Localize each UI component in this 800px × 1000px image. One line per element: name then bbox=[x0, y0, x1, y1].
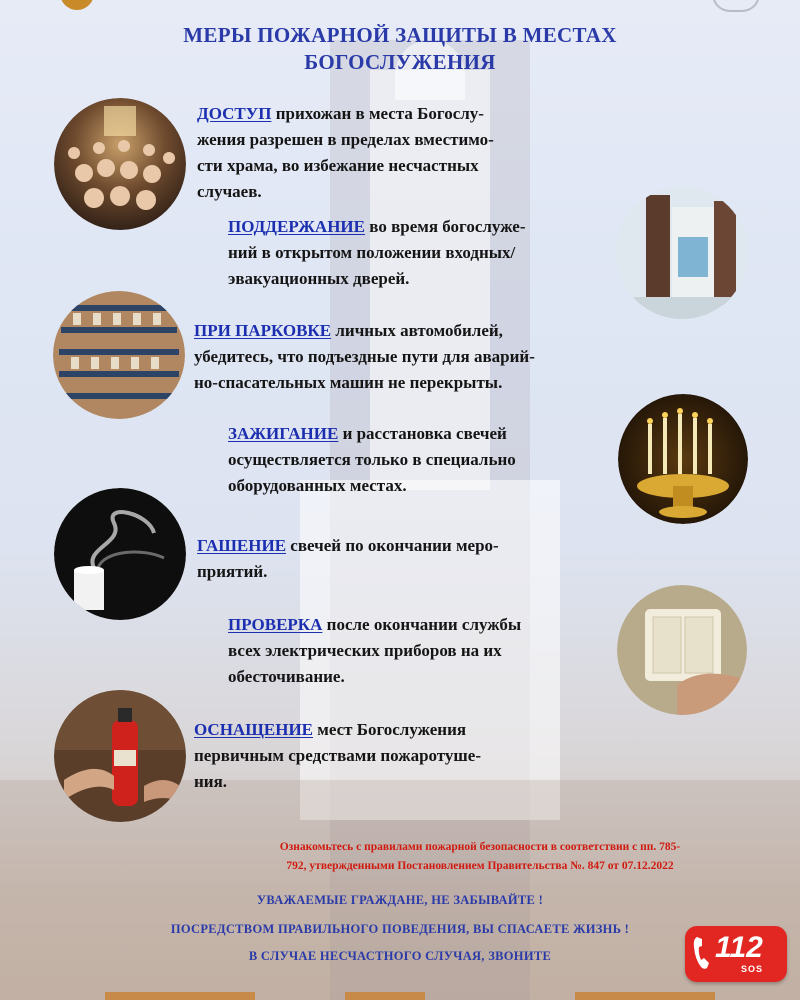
item-text: всех электрических приборов на их bbox=[228, 641, 502, 660]
bottom-strip bbox=[105, 992, 255, 1000]
keyword-equipment: ОСНАЩЕНИЕ bbox=[194, 720, 313, 739]
light-switch-photo bbox=[617, 585, 747, 715]
item-text: эвакуационных дверей. bbox=[228, 269, 410, 288]
item-text: приятий. bbox=[197, 562, 268, 581]
item-maintain bbox=[228, 214, 526, 292]
keyword-lighting: ЗАЖИГАНИЕ bbox=[228, 424, 339, 443]
keyword-parking: ПРИ ПАРКОВКЕ bbox=[194, 321, 332, 340]
bottom-strip bbox=[345, 992, 425, 1000]
item-text: и расстановка свечей bbox=[338, 424, 507, 443]
item-text: мест Богослужения bbox=[313, 720, 467, 739]
title-line-2: БОГОСЛУЖЕНИЯ bbox=[304, 50, 496, 74]
emblem-left-icon bbox=[60, 0, 94, 10]
item-text: оборудованных местах. bbox=[228, 476, 407, 495]
keyword-extinguishing: ГАШЕНИЕ bbox=[197, 536, 287, 555]
item-text: личных автомобилей, bbox=[331, 321, 503, 340]
item-text: первичным средствами пожаротуше- bbox=[194, 746, 481, 765]
open-door-photo bbox=[616, 187, 748, 319]
crowd-photo bbox=[54, 98, 186, 230]
sos-label: SOS bbox=[741, 964, 764, 974]
title-line-1: МЕРЫ ПОЖАРНОЙ ЗАЩИТЫ В МЕСТАХ bbox=[183, 23, 617, 47]
item-text: обесточивание. bbox=[228, 667, 345, 686]
item-access bbox=[197, 101, 494, 205]
keyword-access: ДОСТУП bbox=[197, 104, 272, 123]
bottom-strip bbox=[575, 992, 715, 1000]
smoke-candle-photo bbox=[54, 488, 186, 620]
phone-icon bbox=[693, 935, 711, 971]
candle-shop-photo bbox=[53, 291, 185, 419]
item-text: случаев. bbox=[197, 182, 262, 201]
legal-note bbox=[200, 838, 760, 876]
item-text: свечей по окончании меро- bbox=[286, 536, 499, 555]
item-text: прихожан в места Богослу- bbox=[271, 104, 484, 123]
item-text: убедитесь, что подъездные пути для аварий- bbox=[194, 347, 535, 366]
item-lighting bbox=[228, 421, 516, 499]
poster-title bbox=[0, 22, 800, 76]
note-line-2: 792, утвержденными Постановлением Правительства №. 847 от 07.12.2022 bbox=[286, 860, 674, 872]
note-line-1: Ознакомьтесь с правилами пожарной безопасности в соответствии с пп. 785- bbox=[279, 841, 681, 853]
item-text: во время богослуже- bbox=[365, 217, 526, 236]
item-text: после окончании службы bbox=[322, 615, 522, 634]
candle-stand-photo bbox=[618, 394, 748, 524]
footer-line-1: УВАЖАЕМЫЕ ГРАЖДАНЕ, НЕ ЗАБЫВАЙТЕ ! bbox=[256, 893, 544, 907]
item-text: сти храма, во избежание несчастных bbox=[197, 156, 479, 175]
footer-line-2: ПОСРЕДСТВОМ ПРАВИЛЬНОГО ПОВЕДЕНИЯ, ВЫ СПАСАЕТЕ ЖИЗНЬ ! bbox=[170, 922, 630, 936]
item-parking bbox=[194, 318, 535, 396]
emergency-112-badge bbox=[685, 926, 787, 982]
emblem-right-icon bbox=[712, 0, 760, 12]
item-equipment bbox=[194, 717, 481, 795]
item-inspection bbox=[228, 612, 521, 690]
item-text: осуществляется только в специально bbox=[228, 450, 516, 469]
keyword-maintain: ПОДДЕРЖАНИЕ bbox=[228, 217, 365, 236]
item-text: ния. bbox=[194, 772, 228, 791]
item-text: ний в открытом положении входных/ bbox=[228, 243, 516, 262]
emergency-number: 112 bbox=[715, 931, 763, 964]
item-text: жения разрешен в пределах вместимо- bbox=[197, 130, 494, 149]
item-text: но-спасательных машин не перекрыты. bbox=[194, 373, 503, 392]
footer-line-3: В СЛУЧАЕ НЕСЧАСТНОГО СЛУЧАЯ, ЗВОНИТЕ bbox=[248, 949, 552, 963]
item-extinguishing bbox=[197, 533, 499, 585]
fire-extinguisher-photo bbox=[54, 690, 186, 822]
keyword-inspection: ПРОВЕРКА bbox=[228, 615, 323, 634]
